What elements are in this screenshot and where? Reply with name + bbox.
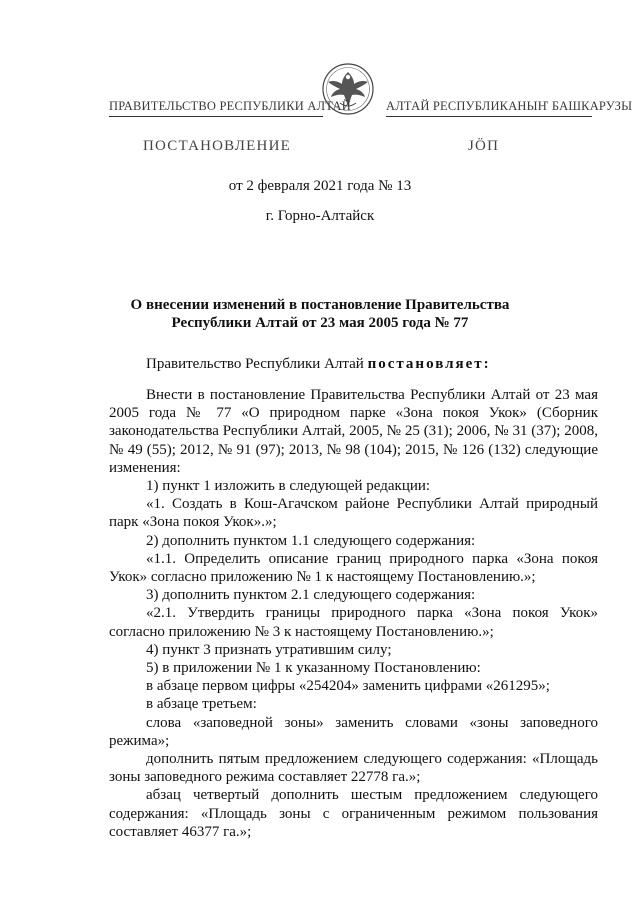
body-paragraph: слова «заповедной зоны» заменить словами «зоны заповедного режима»; — [109, 714, 598, 749]
body-paragraph: 3) дополнить пунктом 2.1 следующего содержания: — [146, 587, 476, 604]
document-title — [100, 296, 540, 332]
document-title-line-2: Республики Алтай от 23 мая 2005 года № 77 — [171, 315, 469, 331]
document-title-line-1: О внесении изменений в постановление Правительства — [130, 297, 510, 313]
body-paragraph: в абзаце первом цифры «254204» заменить цифрами «261295»; — [146, 678, 550, 695]
body-paragraph: «1. Создать в Кош-Агачском районе Республики Алтай природный парк «Зона покоя Укок».»; — [109, 496, 598, 531]
body-paragraph: абзац четвертый дополнить шестым предложением следующего содержания: «Площадь зоны с ограниченным режимом пользования составляет 46377 га.»; — [109, 787, 598, 840]
body-paragraph: Внести в постановление Правительства Республики Алтай от 23 мая 2005 года № 77 «О природном парке «Зона покоя Укок» (Сборник законодательства Республики Алтай, 2005, № 25 (31); 2006, № 31 (37); 2008, № 49 (55); 2012, № 91 (97); 2013, № 98 (104); 2015, № 126 (132) следующие изменения: — [109, 387, 598, 476]
header-rule-left — [109, 116, 323, 117]
body-paragraph: дополнить пятым предложением следующего содержания: «Площадь зоны заповедного режима составляет 22778 га.»; — [109, 751, 598, 786]
preamble-subject: Правительство Республики Алтай — [146, 356, 364, 372]
body-paragraph: 5) в приложении № 1 к указанному Постановлению: — [146, 660, 481, 677]
government-name-altai: АЛТАЙ РЕСПУБЛИКАНЫҤ БАШКАРУЗЫ — [386, 99, 633, 113]
doc-type-altai: JӦП — [468, 138, 500, 154]
document-date-number: от 2 февраля 2021 года № 13 — [228, 178, 412, 194]
body-paragraph: «2.1. Утвердить границы природного парка «Зона покоя Укок» согласно приложению № 3 к настоящему Постановлению.»; — [109, 605, 598, 640]
body-paragraph: 4) пункт 3 признать утратившим силу; — [146, 641, 392, 658]
document-city: г. Горно-Алтайск — [265, 208, 375, 224]
government-name-russian: ПРАВИТЕЛЬСТВО РЕСПУБЛИКИ АЛТАЙ — [109, 99, 351, 113]
header-rule-right — [386, 116, 592, 117]
preamble-verb: постановляет: — [367, 356, 491, 372]
body-paragraph: 2) дополнить пунктом 1.1 следующего содержания: — [146, 532, 476, 549]
body-paragraph: 1) пункт 1 изложить в следующей редакции: — [146, 478, 431, 495]
doc-type-russian: ПОСТАНОВЛЕНИЕ — [143, 138, 291, 154]
preamble — [146, 356, 491, 373]
body-paragraph: в абзаце третьем: — [146, 696, 257, 713]
body-paragraph: «1.1. Определить описание границ природного парка «Зона покоя Укок» согласно приложению № 1 к настоящему Постановлению.»; — [109, 550, 598, 586]
document-body — [109, 386, 598, 841]
